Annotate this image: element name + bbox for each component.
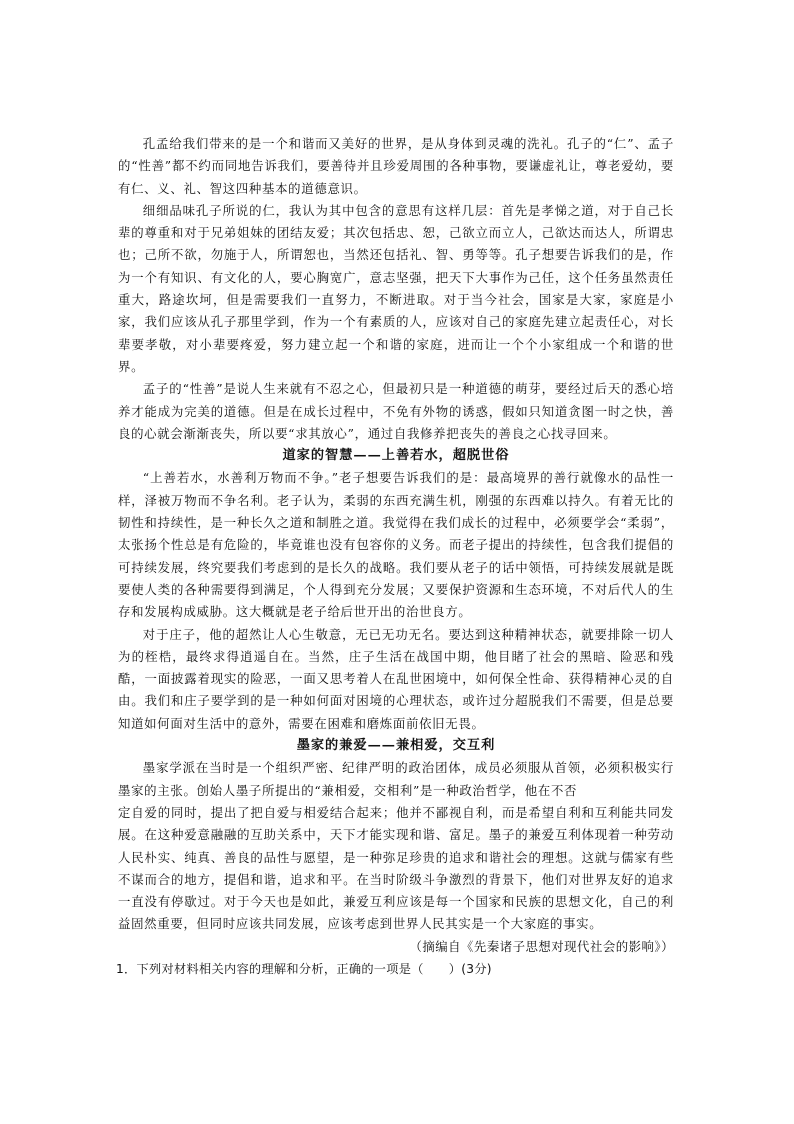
paragraph-mohism-jianai: 定自爱的同时，提出了把自爱与相爱结合起来；他并不鄙视自利，而是希望自利和互利能共同发展。在这种爱意融融的互助关系中，天下才能实现和谐、富足。墨子的兼爱互利体现着一种劳动人民朴实、纯真、善良的品性与愿望，是一种弥足珍贵的追求和谐社会的理想。这就与儒家有些不谋而合的地方，提倡和谐，追求和平。在当时阶级斗争激烈的背景下，他们对世界友好的追求一直没有停歇过。对于今天也是如此，兼爱互利应该是每一个国家和民族的思想文化，自己的利益固然重要，但同时应该共同发展，应该考虑到世界人民其实是一个大家庭的事实。 xyxy=(118,804,674,932)
section-heading-daoism: 道家的智慧——上善若水，超脱世俗 xyxy=(282,448,510,464)
section-heading-mohism: 墨家的兼爱——兼相爱，交互利 xyxy=(296,738,496,754)
paragraph-confucius-ren: 细细品味孔子所说的仁，我认为其中包含的意思有这样几层：首先是孝悌之道，对于自己长辈的尊重和对于兄弟姐妹的团结友爱；其次包括忠、恕，己欲立而立人，己欲达而达人，所谓忠也；己所不欲，勿施于人，所谓恕也，当然还包括礼、智、勇等等。孔子想要告诉我们的是，作为一个有知识、有文化的人，要心胸宽广，意志坚强，把天下大事作为己任，这个任务虽然责任重大，路途坎坷，但是需要我们一直努力，不断进取。对于当今社会，国家是大家，家庭是小家，我们应该从孔子那里学到，作为一个有素质的人，应该对自己的家庭先建立起责任心，对长辈要孝敬，对小辈要疼爱，努力建立起一个和谐的家庭，进而让一个个小家组成一个和谐的世界。 xyxy=(118,202,674,374)
paragraph-confucius-intro: 孔孟给我们带来的是一个和谐而又美好的世界，是从身体到灵魂的洗礼。孔子的“仁”、孟子的“性善”都不约而同地告诉我们，要善待并且珍爱周围的各种事物，要谦虚礼让，尊老爱幼，要有仁、义、礼、智这四种基本的道德意识。 xyxy=(118,136,674,196)
paragraph-zhuangzi: 对于庄子，他的超然让人心生敬意，无已无功无名。要达到这种精神状态，就要排除一切人为的桎梏，最终求得逍遥自在。当然，庄子生活在战国中期，他目睹了社会的黑暗、险恶和残酷，一面披露着现实的险恶，一面又思考着人在乱世困境中，如何保全性命、获得精神心灵的自由。我们和庄子要学到的是一种如何面对困境的心理状态，或许过分超脱我们不需要，但是总要知道如何面对生活中的意外，需要在困难和磨炼面前依旧无畏。 xyxy=(118,626,674,731)
article-body xyxy=(118,133,674,958)
paragraph-laozi: “上善若水，水善利万物而不争。”老子想要告诉我们的是：最高境界的善行就像水的品性一样，泽被万物而不争名利。老子认为，柔弱的东西充满生机，刚强的东西难以持久。有着无比的韧性和持续性，是一种长久之道和制胜之道。我觉得在我们成长的过程中，必须要学会“柔弱”，太张扬个性总是有危险的，毕竟谁也没有包容你的义务。而老子提出的持续性，包含我们提倡的可持续发展，终究要我们考虑到的是长久的战略。我们要从老子的话中领悟，可持续发展就是既要使人类的各种需要得到满足，个人得到充分发展；又要保护资源和生态环境，不对后代人的生存和发展构成威胁。这大概就是老子给后世开出的治世良方。 xyxy=(118,470,674,620)
question-1: 1．下列对材料相关内容的理解和分析，正确的一项是（ ）(3分) xyxy=(116,961,492,976)
top-margin xyxy=(118,0,674,133)
source-citation: （摘编自《先秦诸子思想对现代社会的影响》） xyxy=(409,938,674,954)
paragraph-mohism-intro: 墨家学派在当时是一个组织严密、纪律严明的政治团体，成员必须服从首领，必须积极实行墨家的主张。创始人墨子所提出的“兼相爱，交相利”是一种政治哲学，他在不否 xyxy=(118,760,674,798)
paragraph-mencius-xingshan: 孟子的“性善”是说人生来就有不忍之心，但最初只是一种道德的萌芽，要经过后天的悉心培养才能成为完美的道德。但是在成长过程中，不免有外物的诱惑，假如只知道贪图一时之快，善良的心就会渐渐丧失，所以要“求其放心”，通过自我修养把丧失的善良之心找寻回来。 xyxy=(118,381,674,441)
